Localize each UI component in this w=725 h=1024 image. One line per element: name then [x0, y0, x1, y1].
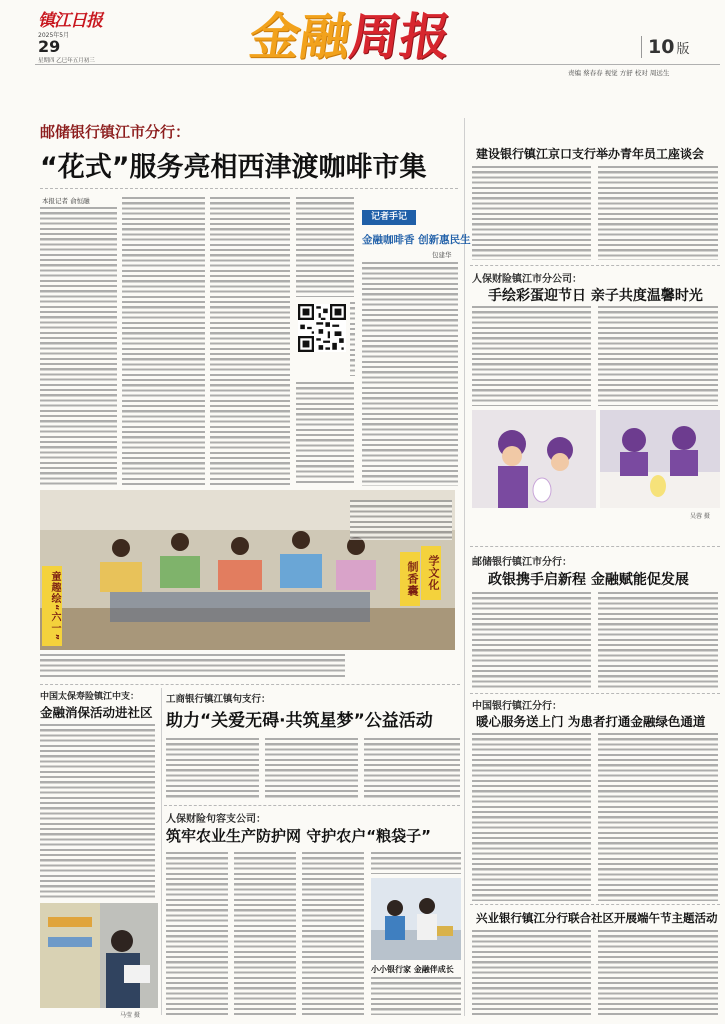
picc-jurong-headline: 筑牢农业生产防护网 守护农户“粮袋子”: [166, 827, 431, 845]
painting-5: [336, 560, 376, 590]
lead-headline: “花式”服务亮相西津渡咖啡市集: [40, 152, 427, 183]
lead-body-col-3: [210, 197, 290, 485]
kid-head-2: [419, 898, 435, 914]
lead-body-col-2: [122, 197, 205, 485]
qr-side-text: [350, 302, 355, 376]
section-title-red: 周报: [345, 8, 455, 66]
page-number-value: 10: [648, 36, 675, 58]
qr-finder-tr-core: [335, 309, 342, 316]
feature-label-xuewenhua: 学文化: [421, 546, 441, 600]
feature-photo-caption: [40, 654, 345, 678]
icbc-divider: [164, 805, 460, 806]
painted-egg-2: [650, 475, 666, 497]
qr-code[interactable]: [298, 304, 346, 352]
page-number: [648, 36, 689, 58]
photo-news-caption: 小小银行家 金融伴成长: [371, 965, 454, 974]
lower-left-col-divider: [161, 688, 162, 1015]
feature-label-tongqu: 童趣绘“六一”: [42, 566, 62, 646]
picc-photo-credit: 吴蓉 摄: [690, 513, 710, 520]
purple-hat-4: [672, 426, 696, 450]
child-apron-3: [620, 452, 648, 476]
boc-body-col-1: [472, 733, 591, 901]
cpic-photo: [40, 903, 158, 1008]
cpic-photo-graphic: [40, 903, 158, 1008]
picc-photo-left: [472, 410, 596, 508]
picc-jurong-body-col-3: [302, 852, 364, 1015]
masthead-rule: [35, 64, 720, 65]
notes-label: 记者手记: [362, 210, 416, 225]
lead-body-col-4a: [296, 197, 354, 297]
psbc-body-col-1: [472, 592, 591, 690]
lead-kicker: 邮储银行镇江市分行：: [40, 123, 191, 141]
boc-kicker: 中国银行镇江分行：: [472, 701, 562, 712]
cib-body-col-2: [598, 930, 718, 1015]
painting-3: [218, 560, 262, 590]
picc-jurong-kicker: 人保财险句容支公司：: [166, 814, 266, 825]
lead-byline: 本报记者 俞恒融: [42, 197, 90, 205]
picc-jurong-body-col-1: [166, 852, 228, 1015]
icbc-kicker: 工商银行镇江镇句支行：: [166, 694, 271, 705]
photo-news-photo: [371, 878, 461, 960]
painted-egg: [533, 478, 551, 502]
notes-title: 金融咖啡香 创新惠民生: [362, 234, 471, 246]
section-title-gold: 金融: [245, 8, 355, 66]
person-head: [111, 930, 133, 952]
page-number-unit: 版: [676, 42, 690, 57]
cib-body-col-1: [472, 930, 591, 1015]
child-face-1: [502, 446, 522, 466]
icbc-body-col-1: [166, 738, 259, 800]
issue-weekday-lunar: 星期四 乙巳年五月初三: [38, 58, 95, 64]
kid-body-1: [385, 916, 405, 940]
child-head-2: [171, 533, 189, 551]
cib-headline: 兴业银行镇江分行联合社区开展端午节主题活动: [476, 911, 718, 925]
photo-news-body: [371, 977, 461, 1015]
child-head-4: [292, 531, 310, 549]
lead-headline-rule: [40, 188, 458, 189]
qr-finder-bl-core: [303, 341, 310, 348]
feature-side-caption: [350, 500, 452, 540]
photo-news-graphic: [371, 878, 461, 960]
right-column-divider: [464, 118, 465, 1016]
cpic-photo-credit: 马莹 摄: [120, 1012, 140, 1019]
section-title: [246, 10, 454, 64]
notes-byline: 包建华: [432, 251, 452, 259]
picc-photo-right: [600, 410, 720, 508]
psbc-body-col-2: [598, 592, 718, 690]
ccb-divider: [470, 265, 720, 266]
picc-divider: [470, 546, 720, 547]
issue-month: 2025年5月: [38, 32, 70, 39]
kid-head-1: [387, 900, 403, 916]
icbc-body-col-2: [265, 738, 358, 800]
lead-body-col-4b: [296, 382, 354, 485]
shelf-goods-2: [48, 937, 92, 947]
child-face-2: [551, 453, 569, 471]
children-clothing: [110, 592, 370, 622]
icbc-headline: 助力“关爱无碍·共筑星梦”公益活动: [166, 711, 433, 731]
leaflet: [124, 965, 150, 983]
page-number-divider: [641, 36, 642, 58]
picc-body-col-2: [598, 306, 718, 406]
picc-jurong-body-col-2: [234, 852, 296, 1015]
kid-body-2: [417, 914, 437, 940]
lower-left-divider: [40, 684, 460, 685]
cpic-kicker: 中国太保寿险镇江中支：: [40, 692, 140, 702]
lead-body-col-1: [40, 207, 117, 485]
boc-body-col-2: [598, 733, 718, 901]
child-head-1: [112, 539, 130, 557]
child-apron-1: [498, 466, 528, 508]
photo-news-lead-text: [371, 852, 461, 874]
feature-label-zhixiangnang: 制香囊: [400, 552, 420, 606]
shelf-goods-1: [48, 917, 92, 927]
psbc-kicker: 邮储银行镇江市分行：: [472, 557, 572, 568]
issue-day: 29: [38, 37, 61, 56]
notes-body: [362, 262, 458, 486]
painting-1: [100, 562, 142, 592]
painting-2: [160, 556, 200, 588]
boc-divider: [470, 904, 720, 905]
editor-credits: 责编 蔡春春 视觉 方舒 校对 周远生: [568, 69, 670, 77]
ccb-body-col-2: [598, 166, 718, 260]
picc-photo-right-graphic: [600, 410, 720, 508]
masthead-logo: 镇江日报: [38, 11, 102, 31]
icbc-body-col-3: [364, 738, 460, 800]
money-notes: [437, 926, 453, 936]
boc-headline: 暖心服务送上门 为患者打通金融绿色通道: [476, 714, 706, 729]
qr-finder-tl-core: [303, 309, 310, 316]
picc-headline: 手绘彩蛋迎节日 亲子共度温馨时光: [488, 288, 703, 304]
painting-4: [280, 554, 322, 588]
picc-kicker: 人保财险镇江市分公司：: [472, 274, 582, 285]
cpic-body: [40, 724, 155, 900]
purple-hat-3: [622, 428, 646, 452]
child-head-3: [231, 537, 249, 555]
cpic-headline: 金融消保活动进社区: [40, 705, 153, 720]
psbc-divider: [470, 693, 720, 694]
ccb-body-col-1: [472, 166, 591, 260]
child-apron-4: [670, 450, 698, 476]
psbc-headline: 政银携手启新程 金融赋能促发展: [488, 572, 689, 588]
picc-body-col-1: [472, 306, 591, 406]
qr-code-graphic: [298, 304, 346, 352]
picc-photo-left-graphic: [472, 410, 596, 508]
ccb-headline: 建设银行镇江京口支行举办青年员工座谈会: [476, 147, 705, 161]
